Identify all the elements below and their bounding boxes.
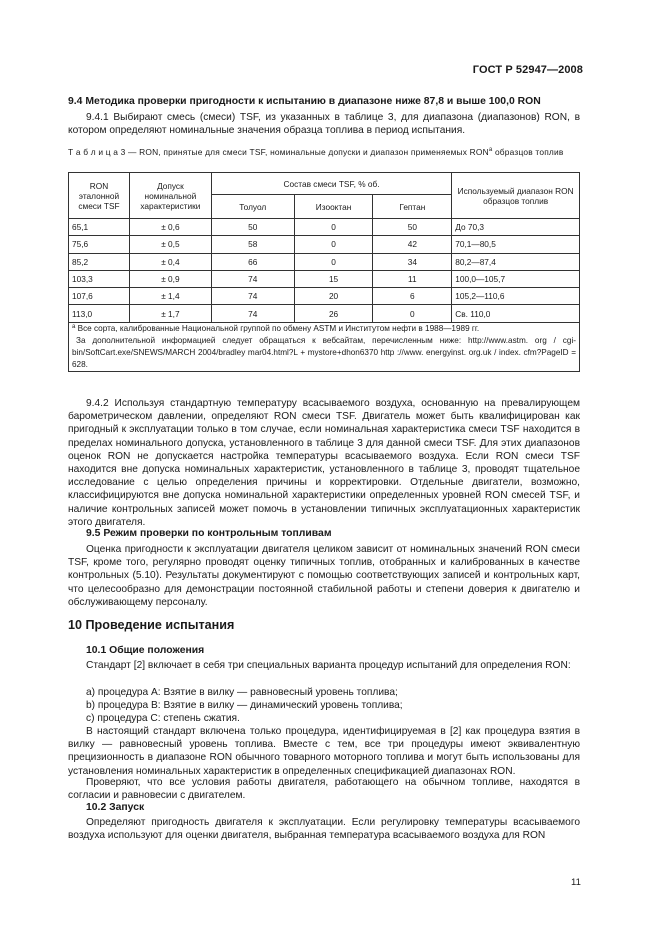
list-item: b) процедура В: Взятие в вилку — динамический уровень топлива; [86, 700, 403, 712]
cell-ron: 103,3 [69, 270, 130, 287]
cell-heptane: 6 [373, 288, 452, 305]
cell-range: Св. 110,0 [452, 305, 580, 322]
cell-tolerance: ± 0,9 [129, 270, 211, 287]
footnote-line-2: За дополнительной информацией следует обращаться к вебсайтам, перечисленным ниже: http://www.astm. org / cgi-bin/SoftCart.exe/SNEWS/MARCH 2004/bradley mar04.html?L + mystore+dhon6370 http ://www. energyinst. org.uk / index. cfm?PageID = 628. [72, 335, 576, 369]
cell-ron: 85,2 [69, 253, 130, 270]
table-footnote-row [69, 322, 580, 371]
cell-range: 80,2—87,4 [452, 253, 580, 270]
header-ron: RON эталонной смеси TSF [69, 173, 130, 219]
cell-range: 105,2—110,6 [452, 288, 580, 305]
table-footnote [69, 322, 580, 371]
paragraph-10-2: Определяют пригодность двигателя к эксплуатации. Если регулировку температуры всасываемого воздуха используют для оценки двигателя, выбранная температура всасываемого воздуха для RON [68, 817, 580, 842]
cell-tolerance: ± 0,4 [129, 253, 211, 270]
paragraph-9-4-1: 9.4.1 Выбирают смесь (смеси) TSF, из указанных в таблице 3, для диапазона (диапазонов) RON, в котором определяют номинальные значения образца топлива в период испытания. [68, 112, 580, 137]
caption-text: Т а б л и ц а 3 — RON, принятые для смеси TSF, номинальные допуски и диапазон применяемых RON [68, 147, 489, 157]
cell-range: 100,0—105,7 [452, 270, 580, 287]
table-row [69, 219, 580, 236]
section-9-4-title: 9.4 Методика проверки пригодности к испытанию в диапазоне ниже 87,8 и выше 100,0 RON [68, 96, 541, 107]
cell-ron: 113,0 [69, 305, 130, 322]
cell-isooctane: 0 [294, 236, 373, 253]
table-row [69, 305, 580, 322]
table-3 [68, 172, 580, 372]
section-10-2-title: 10.2 Запуск [86, 802, 145, 813]
standard-header: ГОСТ Р 52947—2008 [472, 64, 583, 76]
cell-isooctane: 20 [294, 288, 373, 305]
paragraph-10-1-b: Проверяют, что все условия работы двигателя, работающего на обычном топливе, находятся в согласии и равновесии с двигателем. [68, 777, 580, 802]
section-10-1-title: 10.1 Общие положения [86, 645, 205, 656]
cell-toluene: 58 [211, 236, 294, 253]
caption-footnote-mark: а [488, 147, 493, 153]
cell-ron: 75,6 [69, 236, 130, 253]
cell-ron: 65,1 [69, 219, 130, 236]
cell-isooctane: 0 [294, 253, 373, 270]
table-row [69, 253, 580, 270]
table-row [69, 288, 580, 305]
cell-toluene: 74 [211, 270, 294, 287]
table-header-row [69, 173, 580, 195]
header-composition: Состав смеси TSF, % об. [211, 173, 451, 195]
cell-range: 70,1—80,5 [452, 236, 580, 253]
cell-isooctane: 15 [294, 270, 373, 287]
cell-heptane: 11 [373, 270, 452, 287]
header-isooctane: Изооктан [294, 195, 373, 219]
cell-tolerance: ± 1,4 [129, 288, 211, 305]
header-tolerance: Допуск номинальной характеристики [129, 173, 211, 219]
cell-heptane: 50 [373, 219, 452, 236]
page-number: 11 [571, 877, 581, 888]
cell-range: До 70,3 [452, 219, 580, 236]
cell-isooctane: 26 [294, 305, 373, 322]
cell-toluene: 50 [211, 219, 294, 236]
cell-isooctane: 0 [294, 219, 373, 236]
paragraph-10-1-a: В настоящий стандарт включена только процедура, идентифицируемая в [2] как процедура взятия в вилку — равновесный уровень топлива. Вместе с тем, все три процедуры имеют эквивалентную прецизионность в диапазоне RON обычного товарного моторного топлива и могут быть использованы для установления номинальных характеристик в определенных спецификацией диапазонах RON. [68, 726, 580, 777]
header-range: Используемый диапазон RON образцов топлив [452, 173, 580, 219]
list-item: а) процедура А: Взятие в вилку — равновесный уровень топлива; [86, 687, 398, 698]
table-3-caption [68, 147, 588, 158]
table-row [69, 236, 580, 253]
list-item: с) процедура С: степень сжатия. [86, 713, 240, 725]
table-body [69, 219, 580, 323]
cell-toluene: 74 [211, 288, 294, 305]
footnote-mark: а [72, 323, 76, 330]
cell-toluene: 66 [211, 253, 294, 270]
paragraph-10-1: Стандарт [2] включает в себя три специальных варианта процедур испытаний для определения RON: [86, 660, 571, 671]
cell-heptane: 42 [373, 236, 452, 253]
header-toluene: Толуол [211, 195, 294, 219]
cell-toluene: 74 [211, 305, 294, 322]
cell-ron: 107,6 [69, 288, 130, 305]
section-9-5-title: 9.5 Режим проверки по контрольным топливам [86, 528, 332, 539]
procedure-list [86, 686, 586, 726]
table-row [69, 270, 580, 287]
caption-suffix: образцов топлив [492, 147, 564, 157]
cell-tolerance: ± 0,5 [129, 236, 211, 253]
cell-heptane: 0 [373, 305, 452, 322]
cell-tolerance: ± 0,6 [129, 219, 211, 236]
section-10-title: 10 Проведение испытания [68, 618, 235, 632]
cell-heptane: 34 [373, 253, 452, 270]
header-heptane: Гептан [373, 195, 452, 219]
cell-tolerance: ± 1,7 [129, 305, 211, 322]
footnote-line-1: Все сорта, калиброванные Национальной группой по обмену ASTM и Институтом нефти в 1988—1989 гг. [75, 323, 480, 333]
paragraph-9-5: Оценка пригодности к эксплуатации двигателя целиком зависит от номинальных значений RON смеси TSF, кроме того, регулярно проводят оценку типичных топлив, отобранных и калиброванных в качестве контрольных (5.10). Результаты документируют с помощью соответствующих записей и контрольных карт, что целесообразно для демонстрации постоянной стабильной работы и степени доверия к двигателю и обслуживающему персоналу. [68, 544, 580, 608]
paragraph-9-4-2: 9.4.2 Используя стандартную температуру всасываемого воздуха, основанную на превалирующем барометрическом давлении, определяют RON смеси TSF. Двигатель может быть квалифицирован как пригодный к эксплуатации только в том случае, если номинальная характеристика смеси TSF находится в пределах номинального допуска, установленного в таблице 3 для данной смеси TSF. Для этих диапазонов оценок RON не допускается настройка температуры всасываемого воздуха. Если RON смеси TSF находится вне допуска номинальных характеристик, установленного в таблице 3, проводят тщательное исследование с целью определения причины и корректировки. Отдельные двигатели, возможно, классифицируются вне допуска номинальной характеристики определенных уровней RON смесей TSF, и наличие контрольных записей может помочь в установлении типичных эксплуатационных характеристик этого двигателя. [68, 398, 580, 528]
